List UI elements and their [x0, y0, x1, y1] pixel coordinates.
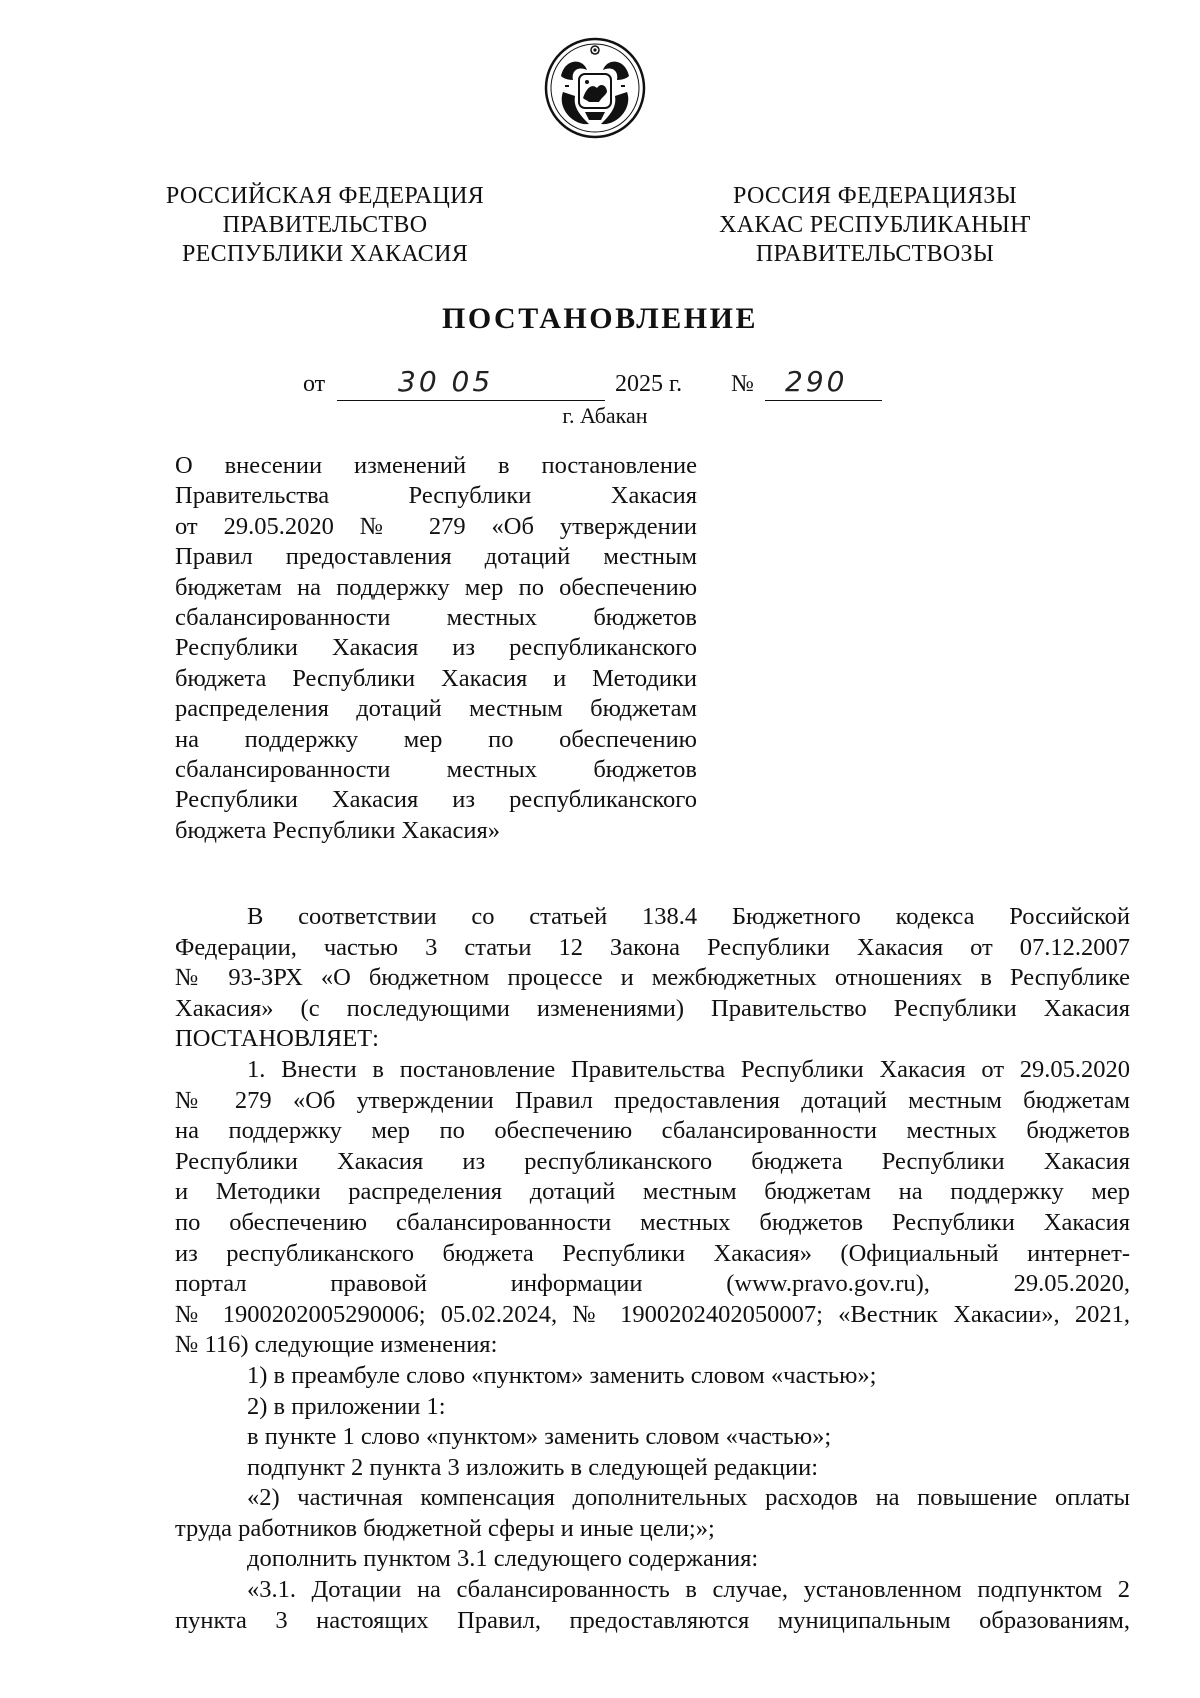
- body-line: портал правовой информации (www.pravo.gov.ru), 29.05.2020,: [175, 1270, 1130, 1298]
- body-line: «3.1. Дотации на сбалансированность в случае, установленном подпунктом 2: [247, 1576, 1130, 1604]
- body-line: подпункт 2 пункта 3 изложить в следующей редакции:: [247, 1453, 819, 1481]
- header-right-block: [690, 182, 1060, 269]
- city-label: г. Абакан: [562, 403, 648, 428]
- header-left-line-3: РЕСПУБЛИКИ ХАКАСИЯ: [181, 241, 469, 267]
- subject-line: Республики Хакасия из республиканского: [175, 634, 697, 662]
- body-line: «2) частичная компенсация дополнительных расходов на повышение оплаты: [247, 1484, 1130, 1512]
- handwritten-date: 30 05: [398, 365, 494, 398]
- subject-line: бюджета Республики Хакасия и Методики: [175, 664, 697, 692]
- body-line: на поддержку мер по обеспечению сбалансированности местных бюджетов: [175, 1117, 1130, 1145]
- header-right-line-3: ПРАВИТЕЛЬСТВОЗЫ: [755, 241, 995, 267]
- number-label: №: [731, 371, 754, 397]
- subject-line: сбалансированности местных бюджетов: [175, 756, 697, 784]
- body-line: и Методики распределения дотаций местным бюджетам на поддержку мер: [175, 1178, 1130, 1206]
- subject-line: Республики Хакасия из республиканского: [175, 786, 697, 814]
- body-line: № 279 «Об утверждении Правил предоставления дотаций местным бюджетам: [175, 1086, 1130, 1114]
- body-line: по обеспечению сбалансированности местных бюджетов Республики Хакасия: [175, 1208, 1130, 1236]
- body-line: № 93-ЗРХ «О бюджетном процессе и межбюджетных отношениях в Республике: [175, 964, 1130, 992]
- emblem-seal-icon: [543, 36, 647, 140]
- subject-line: сбалансированности местных бюджетов: [175, 604, 697, 632]
- subject-line: О внесении изменений в постановление: [175, 452, 697, 479]
- document-subject: [175, 451, 697, 846]
- subject-line: распределения дотаций местным бюджетам: [175, 695, 697, 723]
- date-number-line: [303, 365, 903, 405]
- body-line: № 1900202005290006; 05.02.2024, № 1900202402050007; «Вестник Хакасии», 2021,: [175, 1300, 1130, 1328]
- subject-line: от 29.05.2020 № 279 «Об утверждении: [175, 512, 697, 540]
- subject-line: Правительства Республики Хакасия: [175, 482, 697, 510]
- subject-line: бюджетам на поддержку мер по обеспечению: [175, 573, 697, 601]
- body-line: Хакасия» (с последующими изменениями) Правительство Республики Хакасия: [175, 994, 1130, 1022]
- header-right-line-2: ХАКАС РЕСПУБЛИКАНЫҤ: [719, 212, 1031, 238]
- body-line: 2) в приложении 1:: [247, 1392, 446, 1420]
- subject-line: на поддержку мер по обеспечению: [175, 725, 697, 753]
- body-line: ПОСТАНОВЛЯЕТ:: [175, 1025, 379, 1053]
- body-line: в пункте 1 слово «пунктом» заменить словом «частью»;: [247, 1423, 832, 1451]
- year-label: 2025 г.: [615, 371, 683, 397]
- body-line: № 116) следующие изменения:: [175, 1331, 498, 1359]
- body-line: дополнить пунктом 3.1 следующего содержания:: [247, 1545, 759, 1573]
- body-line: из республиканского бюджета Республики Хакасия» (Официальный интернет-: [175, 1239, 1130, 1267]
- header-right-line-1: РОССИЯ ФЕДЕРАЦИЯЗЫ: [733, 183, 1017, 209]
- handwritten-number: 290: [785, 365, 848, 398]
- header-left-line-1: РОССИЙСКАЯ ФЕДЕРАЦИЯ: [165, 183, 485, 209]
- body-line: труда работников бюджетной сферы и иные цели;»;: [175, 1514, 715, 1542]
- date-underline: [337, 400, 605, 401]
- number-underline: [765, 400, 882, 401]
- body-line: пункта 3 настоящих Правил, предоставляются муниципальным образованиям,: [175, 1606, 1130, 1634]
- subject-line: Правил предоставления дотаций местным: [175, 543, 697, 571]
- document-title: ПОСТАНОВЛЕНИЕ: [442, 302, 758, 335]
- body-line: 1. Внести в постановление Правительства Республики Хакасия от 29.05.2020: [247, 1055, 1130, 1083]
- header-left-block: [150, 182, 500, 269]
- body-line: 1) в преамбуле слово «пунктом» заменить словом «частью»;: [247, 1361, 877, 1389]
- from-label: от: [303, 371, 326, 397]
- coat-of-arms-emblem: [543, 36, 647, 140]
- subject-line: бюджета Республики Хакасия»: [175, 816, 500, 844]
- header-left-line-2: ПРАВИТЕЛЬСТВО: [222, 212, 428, 238]
- body-line: Федерации, частью 3 статьи 12 Закона Республики Хакасия от 07.12.2007: [175, 933, 1130, 961]
- document-body: [175, 902, 1130, 1636]
- body-line: В соответствии со статьей 138.4 Бюджетного кодекса Российской: [247, 903, 1130, 930]
- body-line: Республики Хакасия из республиканского бюджета Республики Хакасия: [175, 1147, 1130, 1175]
